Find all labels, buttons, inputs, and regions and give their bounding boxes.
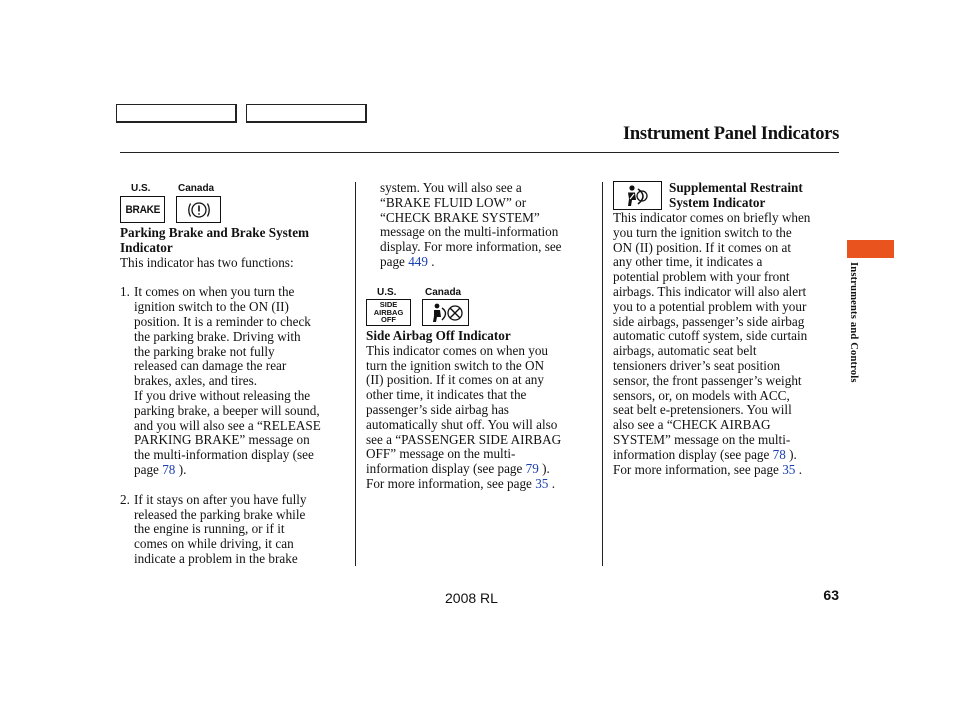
page-link-35-b[interactable]: 35 (782, 461, 796, 477)
text-line (380, 255, 598, 270)
text-fragment: ). (785, 446, 797, 462)
text-fragment: . (795, 461, 802, 477)
text-line: you turn the ignition switch to the (613, 224, 792, 240)
text-line: side airbags, passenger’s side airbag (613, 313, 805, 329)
text-line (134, 463, 350, 478)
text-fragment: For more information, see page (613, 461, 783, 477)
text-line: potential problem with your front (613, 269, 790, 285)
text-line: released the parking brake while (134, 506, 306, 522)
icon-text-line: AIRBAG (373, 307, 404, 317)
section-label: Instruments and Controls (848, 262, 859, 383)
text-line: seat belt e-pretensioners. You will (613, 402, 792, 418)
text-line: any other time, it indicates a (613, 254, 763, 270)
text-line: SYSTEM” message on the multi- (613, 431, 791, 447)
side-airbag-icon-text (374, 301, 404, 324)
text-line: “BRAKE FLUID LOW” or (380, 194, 527, 210)
text-line: OFF” message on the multi- (366, 446, 516, 462)
us-label-2: U.S. (377, 287, 397, 298)
text-line: If you drive without releasing the (134, 387, 311, 403)
column-2-continuation (380, 181, 598, 270)
brake-text-icon (120, 196, 165, 223)
text-line: brakes, axles, and tires. (134, 373, 258, 389)
text-line (613, 463, 841, 478)
text-line: the multi-information display (see (134, 447, 314, 463)
list-number-2: 2. (120, 491, 130, 507)
column-2-text (366, 329, 598, 492)
parking-brake-heading-1: Parking Brake and Brake System (120, 225, 310, 240)
canada-label: Canada (178, 183, 215, 194)
text-line: and you will also see a “RELEASE (134, 417, 321, 433)
text-line: airbags. This indicator will also alert (613, 283, 807, 299)
text-fragment: ). (175, 461, 187, 477)
srs-heading-1: Supplemental Restraint (669, 180, 803, 195)
text-line (613, 448, 841, 463)
us-label: U.S. (131, 183, 151, 194)
title-rule (120, 152, 839, 153)
text-line: the parking brake not fully (134, 343, 275, 359)
srs-heading-2: System Indicator (669, 194, 766, 210)
text-line: ON (II) position. If it comes on at (613, 239, 791, 255)
icon-text-line: OFF (381, 315, 396, 325)
text-line: the parking brake. Driving with (134, 328, 301, 344)
list-number-1: 1. (120, 284, 130, 300)
text-line: automatically shut off. You will also (366, 416, 558, 432)
text-fragment: page (134, 461, 163, 477)
text-line: (II) position. If it comes on at any (366, 372, 544, 388)
text-line: sensors, or, on models with ACC, (613, 387, 790, 403)
list-item-2 (120, 493, 350, 567)
model-label: 2008 RL (445, 590, 498, 606)
text-line: also see a “CHECK AIRBAG (613, 417, 771, 433)
page-link-79[interactable]: 79 (525, 461, 539, 477)
text-line: turn the ignition switch to the ON (366, 357, 545, 373)
column-3-text (613, 211, 841, 477)
text-fragment: page (380, 253, 409, 269)
text-line: display. For more information, see (380, 239, 562, 255)
list-item-1 (120, 285, 350, 477)
side-airbag-off-text-icon (366, 299, 411, 326)
text-line: This indicator comes on when you (366, 342, 549, 358)
parking-brake-intro: This indicator has two functions: (120, 254, 294, 270)
text-line: released can damage the rear (134, 358, 287, 374)
text-line: indicate a problem in the brake (134, 550, 298, 566)
text-fragment: information display (see page (613, 446, 773, 462)
text-line: system. You will also see a (380, 180, 522, 195)
page-link-449[interactable]: 449 (408, 253, 428, 269)
text-line: other time, it indicates that the (366, 387, 527, 403)
side-airbag-off-symbol-icon (422, 299, 469, 326)
text-line: you to a potential problem with your (613, 298, 807, 314)
page-link-35[interactable]: 35 (535, 475, 549, 491)
parking-brake-heading-2: Indicator (120, 239, 173, 255)
text-line: parking brake, a beeper will sound, (134, 402, 320, 418)
column-divider-2 (602, 182, 603, 566)
brake-icon-text: BRAKE (125, 203, 160, 216)
side-airbag-heading: Side Airbag Off Indicator (366, 328, 511, 343)
text-line: airbags, automatic seat belt (613, 343, 757, 359)
text-line: “CHECK BRAKE SYSTEM” (380, 209, 540, 225)
text-line (366, 477, 598, 492)
page-number: 63 (823, 587, 839, 603)
text-line: ignition switch to the ON (II) (134, 299, 289, 315)
text-line: message on the multi-information (380, 224, 559, 240)
page-link-78-b[interactable]: 78 (772, 446, 786, 462)
nav-button-1[interactable] (116, 104, 237, 123)
icon-text-line: SIDE (379, 300, 398, 310)
text-fragment: . (427, 253, 435, 269)
page-link-78[interactable]: 78 (162, 461, 176, 477)
text-fragment: information display (see page (366, 461, 526, 477)
srs-heading (669, 181, 839, 211)
text-line (366, 462, 598, 477)
text-line: see a “PASSENGER SIDE AIRBAG (366, 431, 562, 447)
text-line: comes on while driving, it can (134, 536, 294, 552)
text-line: the engine is running, or if it (134, 521, 285, 537)
text-line: sensor, the front passenger’s weight (613, 372, 802, 388)
column-1-text (120, 226, 350, 567)
text-line: This indicator comes on briefly when (613, 210, 811, 225)
column-divider-1 (355, 182, 356, 566)
nav-button-2[interactable] (246, 104, 367, 123)
parking-brake-symbol-icon (176, 196, 221, 223)
section-tab[interactable] (847, 240, 894, 258)
text-line: PARKING BRAKE” message on (134, 432, 310, 448)
srs-airbag-icon (613, 181, 662, 210)
text-line: position. It is a reminder to check (134, 313, 311, 329)
text-fragment: For more information, see page (366, 475, 536, 491)
text-line: It comes on when you turn the (134, 284, 295, 300)
text-fragment: ). (538, 461, 550, 477)
text-line: If it stays on after you have fully (134, 491, 307, 507)
text-fragment: . (548, 475, 555, 491)
text-line: tensioners driver’s seat position (613, 357, 781, 373)
canada-label-2: Canada (425, 287, 462, 298)
text-line: automatic cutoff system, side curtain (613, 328, 808, 344)
text-line: passenger’s side airbag has (366, 401, 509, 417)
page-title: Instrument Panel Indicators (623, 124, 839, 144)
